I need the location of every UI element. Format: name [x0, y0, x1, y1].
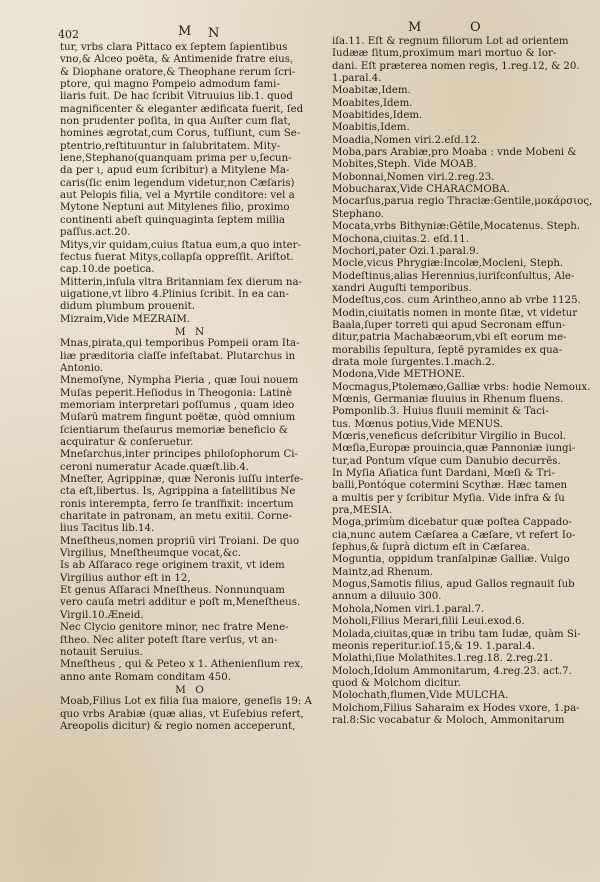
text-line: meonis reperitur.ioſ.15,& 19. 1.paral.4.: [332, 640, 536, 652]
text-line: ceroni numeratur Acade.quæſt.lib.4.: [60, 461, 249, 473]
text-line: ſtheo. Nec aliter poteſt ſtare verſus, vt an-: [60, 634, 278, 646]
text-line: Antonio.: [60, 362, 104, 374]
text-line: Mohola,Nomen viri.1.paral.7.: [332, 603, 485, 615]
text-line: vno,& Alceo poëta, & Antimenide fratre eius,: [60, 54, 294, 66]
text-line: a multis per y ſcribitur Myſia. Vide infra & ſu: [332, 492, 565, 504]
text-line: ſephus,& ſuprà dictum eſt in Cæſarea.: [332, 542, 530, 554]
text-line: morabilis ſepultura, ſeptē pyramides ex qua-: [332, 344, 563, 356]
text-line: Mocata,vrbs Bithyniæ:Gētile,Mocatenus. Steph.: [332, 221, 581, 233]
text-line: aut Pelopis filia, vel a Myrtile conditore: vel a: [60, 190, 295, 202]
text-line: Moadia,Nomen viri.2.eſd.12.: [332, 134, 481, 146]
text-line: da per ι, apud eum ſcribitur) a Mitylene Ma-: [60, 165, 290, 177]
text-line: Is ab Aſſaraco rege originem traxit, vt idem: [60, 560, 285, 572]
text-line: Baala,ſuper torreti qui apud Secronam effun-: [332, 319, 566, 331]
text-line: Modin,ciuitatis nomen in monte ſitæ, vt videtur: [332, 307, 578, 319]
text-line: Mneſtheus , qui & Peteo x 1. Athenienſium rex,: [60, 659, 304, 671]
text-line: anno ante Romam conditam 450.: [60, 671, 231, 683]
text-line: Moabites,Idem.: [332, 97, 413, 109]
text-line: quo vrbs Arabiæ (quæ alias, vt Euſebius refert,: [60, 708, 304, 720]
text-line: non prudenter poſita, in qua Auſter cum flat,: [60, 116, 291, 128]
text-line: Iudææ ſitum,proximum mari mortuo & Ior-: [332, 48, 557, 60]
text-line: Virgil.10.Æneid.: [60, 609, 144, 621]
text-line: notauit Seruius.: [60, 646, 143, 658]
text-line: drata mole ſurgentes.1.mach.2.: [332, 356, 495, 368]
text-line: Et genus Aſſaraci Mneſtheus. Nonnunquam: [60, 585, 285, 597]
text-line: tur,ad Pontum vſque cum Danubio decurrēs.: [332, 455, 561, 467]
text-line: Mitys,vir quidam,cuius ſtatua eum,a quo inter-: [60, 239, 301, 251]
text-line: cia,nunc autem Cæſarea a Cæſare, vt refert Io-: [332, 529, 576, 541]
text-line: M N: [174, 325, 208, 338]
text-line: magnificenter & eleganter ædificata fuerit, ſed: [60, 103, 304, 115]
text-line: iſa.11. Eſt & regnum filiorum Lot ad orientem: [332, 36, 569, 47]
text-line: Pomponlib.3. Huius fluuii meminit & Taci-: [332, 406, 549, 418]
text-line: Mneſtheus,nomen propriū viri Troiani. De quo: [60, 535, 300, 547]
text-line: liaris fuit. De hac ſcribit Vitruuius lib.1. quod: [60, 91, 293, 103]
text-line: Moab,Filius Lot ex filia ſua maiore, geneſis 19: A: [60, 696, 312, 708]
text-line: tus. Mœnus potius,Vide MENUS.: [332, 418, 503, 430]
text-line: annum a diluuio 300.: [332, 591, 442, 603]
text-line: acquiratur & conſeruetur.: [60, 437, 194, 448]
text-line: Mnemoſyne, Nympha Pieria , quæ Ioui nouem: [60, 375, 299, 387]
text-line: Mobucharax,Vide CHARACMOBA.: [332, 184, 510, 196]
text-line: Modeſtinus,alias Herennius,iuriſconſultus, Ale-: [332, 270, 575, 282]
page-number: 402: [58, 28, 79, 41]
text-line: didum plumbum prouenit.: [60, 301, 196, 313]
text-line: Areopolis dicitur) & regio nomen acceperunt,: [60, 720, 296, 732]
header-letter: N: [208, 26, 222, 41]
text-line: Mœnis, Germaniæ fluuius in Rhenum fluens.: [332, 393, 564, 405]
text-line: Mocmagus,Ptolemæo,Galliæ vrbs: hodie Nemoux.: [332, 381, 591, 393]
text-line: & Diophane oratore,& Theophane rerum ſcri-: [60, 66, 296, 78]
text-line: Mocarſus,parua regio Thraciæ:Gentile,μοκάρσιος,: [332, 196, 593, 208]
text-line: Mœris,veneficus deſcribitur Virgilio in Bucol.: [332, 431, 567, 442]
text-line: Moholi,Filius Merari,filii Leui.exod.6.: [332, 616, 525, 628]
text-line: dani. Eſt præterea nomen regis, 1.reg.12, & 20.: [332, 60, 580, 72]
header-letter: M: [408, 20, 424, 35]
text-line: Modeſtus,cos. cum Arintheo,anno ab vrbe 1125.: [332, 295, 581, 307]
text-line: Moabitis,Idem.: [332, 122, 410, 134]
text-line: Mneſarchus,inter principes philoſophorum Ci-: [60, 449, 298, 461]
text-line: ronis interempta, ferro ſe tranſfixit: incertum: [60, 498, 294, 510]
text-line: tur, vrbs clara Pittaco ex ſeptem ſapientibus: [60, 42, 288, 53]
text-line: Mnas,pirata,qui temporibus Pompeii oram Ita-: [60, 338, 300, 350]
text-line: cap.10.de poetica.: [60, 264, 155, 276]
text-line: uigatione,vt libro 4.Plinius ſcribit. In ea can-: [60, 288, 289, 300]
text-line: Moabitæ,Idem.: [332, 85, 411, 97]
text-line: homines ægrotat,cum Corus, tuſſiunt, cum Se-: [60, 128, 301, 140]
text-line: ſcientiarum theſaurus memoriæ beneficio &: [60, 424, 288, 436]
text-line: Molada,ciuitas,quæ in tribu tam Iudæ, quàm Si-: [332, 628, 581, 640]
text-line: Stephano.: [332, 208, 385, 220]
text-line: Nec Clycio genitore minor, nec fratre Mene-: [60, 622, 289, 634]
text-line: Maintz,ad Rhenum.: [332, 566, 434, 578]
text-line: lene,Stephano(quanquam prima per υ,ſecun-: [60, 153, 292, 165]
text-line: quod & Molchom dicitur.: [332, 677, 461, 689]
header-letter: O: [470, 20, 483, 35]
header-letter: M: [178, 24, 194, 39]
text-line: xandri Auguſti temporibus.: [332, 282, 472, 294]
left-column: [60, 42, 322, 733]
text-line: Molochath,flumen,Vide MULCHA.: [332, 690, 509, 702]
text-line: caris(ſic enim legendum videtur,non Cæſaris): [60, 177, 295, 189]
text-line: liæ præditoria claſſe infeſtabat. Plutarchus in: [60, 350, 296, 362]
text-line: cta eſt,libertus. Is, Agrippina a ſatellitibus Ne: [60, 486, 296, 498]
text-line: lius Tacitus lib.14.: [60, 523, 155, 535]
text-line: Muſas peperit.Heſiodus in Theogonia: Latinè: [60, 387, 293, 399]
right-column: [332, 36, 598, 727]
text-line: ptentrio,reſtituuntur in ſalubritatem. Mity-: [60, 140, 281, 152]
text-line: Mochori,pater Ozi.1.paral.9.: [332, 245, 479, 257]
text-line: charitate in patronam, an metu exitii. Corne-: [60, 511, 292, 523]
text-line: 1.paral.4.: [332, 73, 382, 85]
text-line: Moga,primùm dicebatur quæ poſtea Cappado-: [332, 517, 572, 529]
text-line: Molathi,ſiue Molathites.1.reg.18. 2.reg.21.: [332, 653, 553, 665]
text-line: vero cauſa metri additur e poſt m,Meneſtheus.: [60, 597, 301, 609]
text-line: Mœſia,Europæ prouincia,quæ Pannoniæ iungi-: [332, 443, 576, 455]
text-line: Mitterin,inſula vltra Britanniam ſex dierum na-: [60, 276, 302, 288]
text-line: fectus fuerat Mitys,collapſa oppreſſit. Ariſtot.: [60, 251, 294, 263]
text-line: Mytone Neptuni aut Mitylenes filio, proximo: [60, 202, 290, 214]
text-line: Moguntia, oppidum tranſalpinæ Galliæ. Vulgo: [332, 554, 570, 566]
text-line: Moba,pars Arabiæ,pro Moaba : vnde Mobeni &: [332, 147, 577, 159]
text-line: continenti abeſt quinquaginta ſeptem millia: [60, 214, 286, 226]
text-line: memoriam interpretari poſſumus , quam ideo: [60, 399, 295, 411]
text-line: ptore, qui magno Pompeio admodum fami-: [60, 79, 280, 91]
text-line: Mogus,Samotis filius, apud Gallos regnauit ſub: [332, 579, 575, 591]
text-line: Moloch,Idolum Ammonitarum, 4.reg.23. act.7.: [332, 665, 572, 677]
text-line: In Myſia Aſiatica ſunt Dardani, Mœſi & Tri-: [332, 468, 555, 480]
text-line: Mneſter, Agrippinæ, quæ Neronis iuſſu interfe-: [60, 474, 304, 486]
text-line: paſſus.act.20.: [60, 227, 131, 239]
text-line: ditur,patria Machabæorum,vbi eſt eorum me-: [332, 332, 567, 344]
text-line: Mizraim,Vide MEZRAIM.: [60, 313, 191, 325]
text-line: Mobites,Steph. Vide MOAB.: [332, 159, 477, 171]
text-line: M O: [175, 683, 207, 696]
text-line: ral.8:Sic vocabatur & Moloch, Ammonitarum: [332, 714, 565, 726]
text-line: Virgilius author eſt in 12,: [60, 572, 191, 584]
text-line: Moabitides,Idem.: [332, 110, 423, 122]
text-line: Mocle,vicus Phrygiæ:Incolæ,Mocleni, Steph.: [332, 258, 564, 270]
text-line: Mobonnai,Nomen viri.2.reg.23.: [332, 171, 495, 183]
text-line: balli,Pontóque cotermini Scythæ. Hæc tamen: [332, 480, 568, 492]
text-line: pra,MESIA.: [332, 505, 393, 517]
text-line: Molchom,Filius Saharaim ex Hodes vxore, 1.pa-: [332, 702, 580, 714]
text-line: Muſarū matrem fingunt poëtæ, quòd omnium: [60, 412, 296, 424]
text-line: Mochona,ciuitas.2. eſd.11.: [332, 233, 469, 245]
text-line: Modona,Vide METHONE.: [332, 369, 465, 381]
text-line: Virgilius, Mneſtheumque vocat,&c.: [60, 548, 241, 560]
